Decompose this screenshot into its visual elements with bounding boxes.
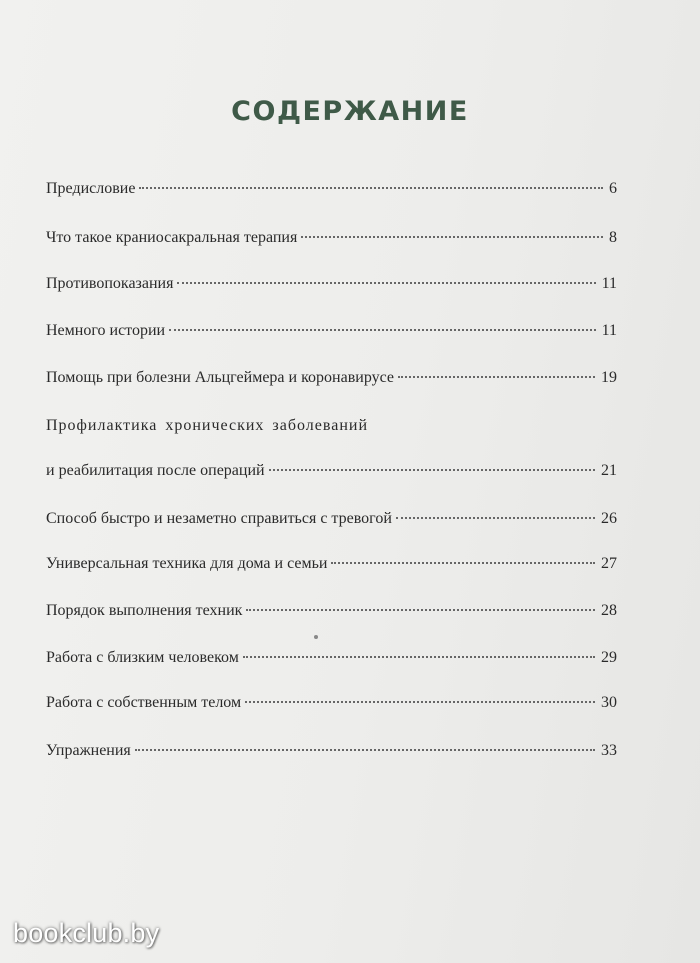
toc-entry	[46, 178, 617, 200]
dot-leader	[396, 517, 595, 519]
toc-entry-title: Порядок выполнения техник	[46, 602, 243, 619]
dot-leader	[243, 656, 595, 658]
toc-entry-page: 8	[609, 229, 617, 246]
toc-entry-title: Предисловие	[46, 180, 136, 197]
dot-leader	[301, 236, 603, 238]
toc-entry	[46, 367, 617, 389]
toc-entry-title: Противопоказания	[46, 275, 174, 292]
toc-entry	[46, 740, 617, 762]
dot-leader	[246, 609, 595, 611]
toc-entry-page: 6	[609, 180, 617, 197]
toc-entry-page: 30	[601, 694, 617, 711]
dot-leader	[135, 749, 595, 751]
toc-entry-title: Работа с близким человеком	[46, 649, 239, 666]
toc-entry-page: 29	[601, 649, 617, 666]
toc-entry-title: Помощь при болезни Альцгеймера и коронавирусе	[46, 369, 395, 386]
toc-entry-title: Способ быстро и незаметно справиться с тревогой	[46, 510, 392, 527]
print-speck	[314, 635, 318, 639]
dot-leader	[398, 376, 595, 378]
dot-leader	[245, 701, 595, 703]
toc-entry	[46, 553, 617, 575]
toc-entry-title: Упражнения	[46, 742, 131, 759]
toc-entry	[46, 273, 617, 295]
toc-entry-title: Универсальная техника для дома и семьи	[46, 555, 328, 572]
toc-entry-page: 33	[601, 742, 617, 759]
toc-entry-page: 28	[601, 602, 617, 619]
toc-entry	[46, 647, 617, 669]
toc-entry	[46, 600, 617, 622]
site-watermark: bookclub.by	[13, 918, 160, 948]
toc-entry-title: Работа с собственным телом	[46, 694, 242, 711]
toc-entry	[46, 692, 617, 714]
toc-entry	[46, 460, 617, 482]
dot-leader	[269, 469, 595, 471]
toc-entry	[46, 320, 617, 342]
toc-entry-page: 27	[601, 555, 617, 572]
toc-entry-title: Немного истории	[46, 322, 166, 339]
dot-leader	[331, 562, 595, 564]
dot-leader	[177, 282, 595, 284]
toc-entry-page: 11	[601, 275, 617, 292]
toc-entry-page: 11	[601, 322, 617, 339]
toc-entry	[46, 227, 617, 249]
toc-entry-title: и реабилитация после операций	[46, 462, 265, 479]
dot-leader	[139, 187, 603, 189]
toc-entry-title-line1: Профилактика хронических заболеваний	[46, 417, 368, 434]
toc-entry-page: 21	[601, 462, 617, 479]
page-heading: СОДЕРЖАНИЕ	[231, 96, 469, 127]
toc-entry	[46, 508, 617, 530]
toc-entry-page: 19	[601, 369, 617, 386]
toc-entry-page: 26	[601, 510, 617, 527]
toc-entry-title: Что такое краниосакральная терапия	[46, 229, 298, 246]
dot-leader	[169, 329, 596, 331]
